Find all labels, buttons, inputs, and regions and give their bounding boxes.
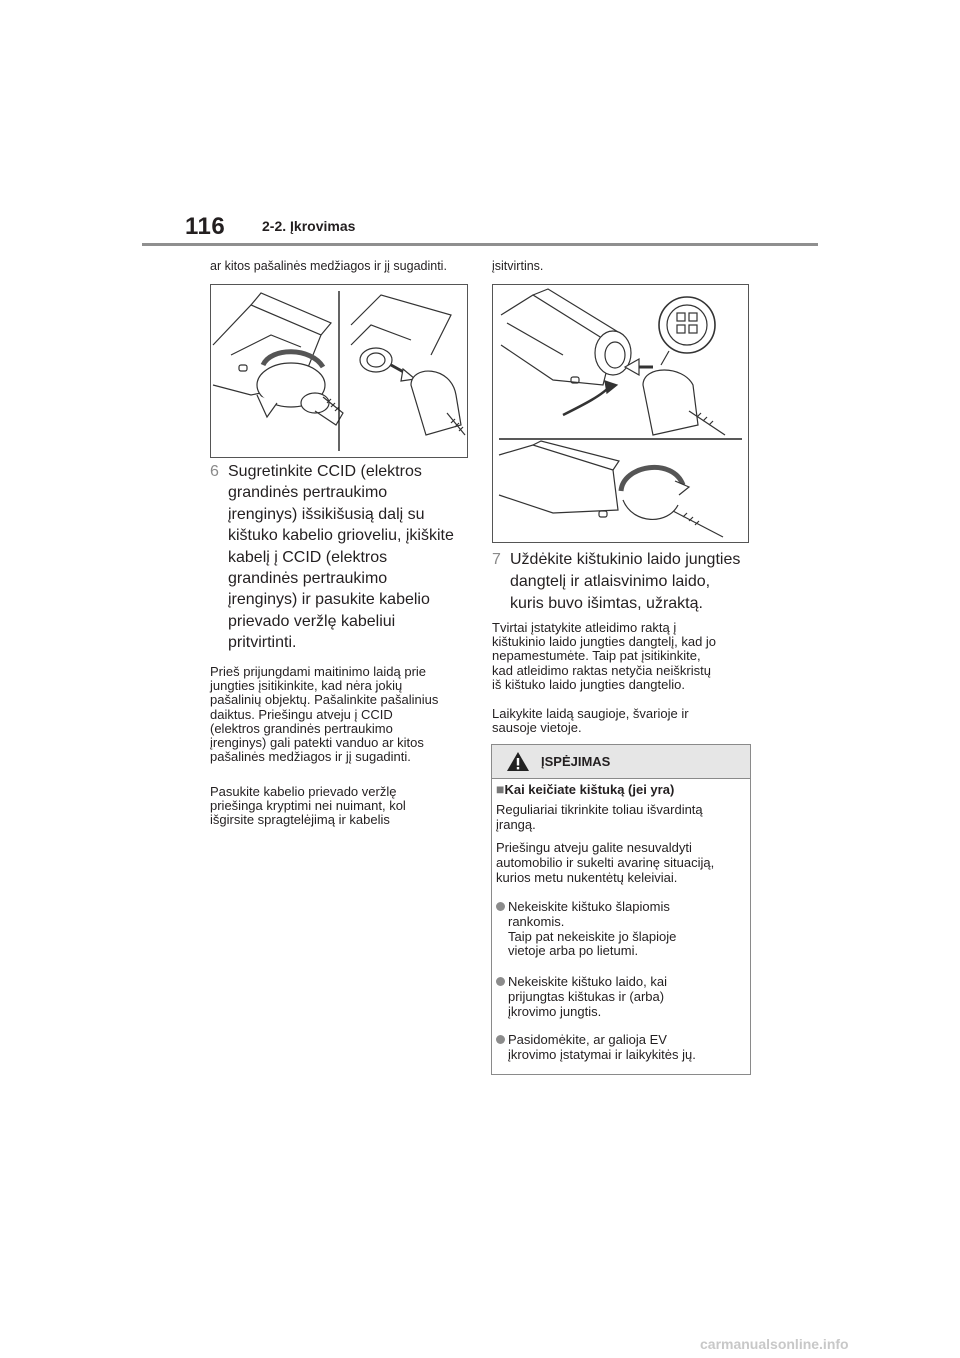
paragraph-line: Pasukite kabelio prievado veržlę: [210, 784, 397, 799]
illustration-connector-cover: [492, 284, 749, 543]
warning-line: Priešingu atveju galite nesuvaldyti: [496, 840, 692, 855]
step-7-line: dangtelį ir atlaisvinimo laido,: [510, 572, 711, 590]
right-continuation-text: įsitvirtins.: [492, 259, 544, 273]
paragraph-line: pašalinės medžiagos ir jį sugadinti.: [210, 749, 411, 765]
bullet-line: Pasidomėkite, ar galioja EV: [508, 1032, 667, 1047]
warning-box: [491, 744, 751, 1075]
paragraph-line: kištukinio laido jungties dangtelį, kad jo: [492, 634, 717, 650]
step-6-line: įrenginys) išsikišusią dalį su: [228, 505, 425, 523]
right-paragraph-2: [492, 707, 752, 735]
square-bullet-icon: ■: [496, 781, 505, 797]
left-paragraph-1: [210, 665, 470, 764]
paragraph-line: kad atleidimo raktas netyčia neiškristų: [492, 662, 711, 678]
paragraph-line: jungties įsitikinkite, kad nėra jokių: [210, 678, 403, 694]
paragraph-line: Tvirtai įstatykite atleidimo raktą į: [492, 620, 677, 635]
step-7-number: 7: [492, 551, 501, 568]
bullet-line: prijungtas kištukas ir (arba): [508, 988, 665, 1004]
page-number: 116: [185, 213, 226, 240]
connector-cover-illustration-drawing: [493, 285, 748, 542]
warning-triangle-icon: [506, 751, 530, 772]
warning-line: automobilio ir sukelti avarinę situaciją,: [496, 854, 715, 870]
section-title: 2-2. Įkrovimas: [262, 218, 356, 234]
bullet-line: Nekeiskite kištuko šlapiomis: [508, 899, 670, 914]
illustration-ccid-connection: [210, 284, 468, 458]
bullet-line: įkrovimo įstatymai ir laikykitės jų.: [508, 1046, 696, 1062]
circle-bullet-icon: [496, 902, 505, 911]
paragraph-line: daiktus. Priešingu atveju į CCID: [210, 706, 393, 722]
step-6-line: grandinės pertraukimo: [228, 570, 388, 588]
step-6-line: įrenginys) ir pasukite kabelio: [228, 591, 430, 609]
step-6-line: Sugretinkite CCID (elektros: [228, 463, 422, 480]
warning-line: įrangą.: [496, 816, 536, 832]
paragraph-line: sausoje vietoje.: [492, 720, 582, 736]
bullet-line: vietoje arba po lietumi.: [508, 943, 639, 959]
bullet-line: Nekeiskite kištuko laido, kai: [508, 974, 667, 989]
step-7-line: kuris buvo išimtas, užraktą.: [510, 594, 703, 612]
paragraph-line: (elektros grandinės pertraukimo: [210, 720, 393, 736]
step-6-line: grandinės pertraukimo: [228, 484, 388, 502]
warning-title: ĮSPĖJIMAS: [541, 754, 611, 769]
paragraph-line: išgirsite spragtelėjimą ir kabelis: [210, 812, 390, 828]
warning-header: [492, 745, 750, 779]
circle-bullet-icon: [496, 977, 505, 986]
left-continuation-text: ar kitos pašalinės medžiagos ir jį sugadinti.: [210, 259, 447, 273]
step-6-line: kištuko kabelio grioveliu, įkiškite: [228, 527, 454, 545]
step-6-number: 6: [210, 463, 219, 480]
warning-subheading: [496, 782, 746, 798]
warning-bullet: [496, 900, 746, 959]
step-7-line: Uždėkite kištukinio laido jungties: [510, 551, 741, 568]
warning-subheading-text: Kai keičiate kištuką (jei yra): [504, 782, 675, 797]
step-6-line: pritvirtinti.: [228, 634, 297, 652]
warning-intro: [496, 803, 746, 833]
bullet-line: Taip pat nekeiskite jo šlapioje: [508, 928, 677, 944]
paragraph-line: priešinga kryptimi nei nuimant, kol: [210, 798, 406, 814]
header-rule: [142, 243, 818, 246]
step-6: [210, 461, 470, 654]
warning-line: kurios metu nukentėtų keleiviai.: [496, 869, 678, 885]
warning-line: Reguliariai tikrinkite toliau išvardintą: [496, 802, 703, 817]
ccid-illustration-drawing: [211, 285, 467, 457]
warning-consequence: [496, 841, 746, 885]
paragraph-line: Prieš prijungdami maitinimo laidą prie: [210, 664, 427, 679]
warning-bullet: [496, 1033, 746, 1063]
step-7: [492, 549, 752, 614]
paragraph-line: įrenginys) gali patekti vanduo ar kitos: [210, 735, 424, 751]
paragraph-line: nepamestumėte. Taip pat įsitikinkite,: [492, 648, 701, 664]
step-6-line: kabelį į CCID (elektros: [228, 548, 388, 566]
paragraph-line: iš kištuko laido jungties dangtelio.: [492, 676, 685, 692]
step-6-line: prievado veržlę kabeliui: [228, 612, 396, 630]
watermark: carmanualsonline.info: [700, 1336, 849, 1352]
right-paragraph-1: [492, 621, 752, 692]
left-paragraph-2: [210, 785, 470, 828]
bullet-line: įkrovimo jungtis.: [508, 1003, 602, 1019]
paragraph-line: Laikykite laidą saugioje, švarioje ir: [492, 706, 689, 721]
circle-bullet-icon: [496, 1035, 505, 1044]
bullet-line: rankomis.: [508, 913, 565, 929]
warning-bullet: [496, 975, 746, 1019]
paragraph-line: pašalinių objektų. Pašalinkite pašalinius: [210, 692, 439, 708]
